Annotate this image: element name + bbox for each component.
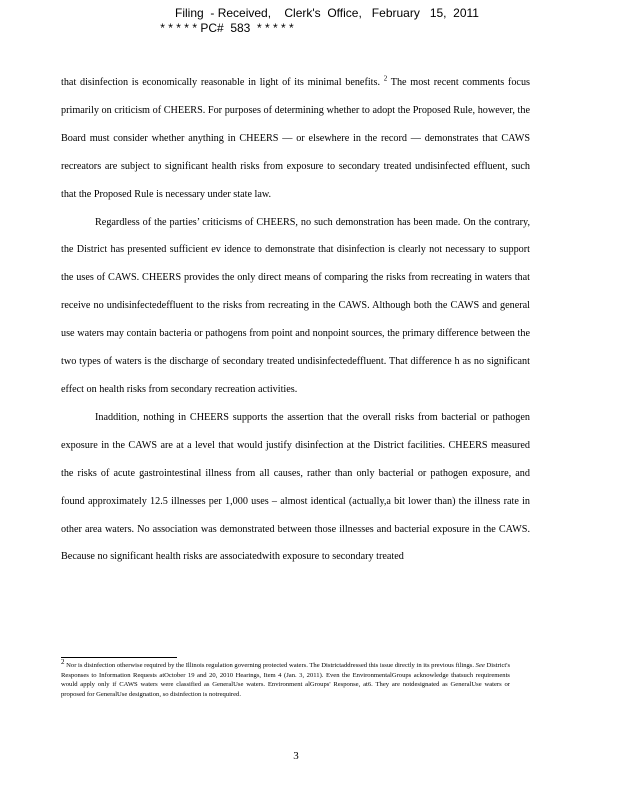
pc-number-header: * * * * * PC# 583 * * * * * bbox=[160, 21, 294, 35]
paragraph-1-rest: The most recent comments focus primarily on criticism of CHEERS. For purposes of determining whether to adopt the Proposed Rule, however, the Board must consider whether anything in CHEERS — or elsewhere in the record — demonstrates that CAWS recreators are subject to significant health risks from exposure to secondary treated undisinfected effluent, such that the Proposed Rule is necessary under state law. bbox=[61, 77, 531, 200]
paragraph-1-start: that disinfection is economically reasonable in light of its minimal benefits. bbox=[61, 77, 381, 88]
footnote-text-start: Nor is disinfection otherwise required by the Illinois regulation governing protected waters. The Districtaddressed this issue directly in its previous filings. bbox=[64, 662, 476, 669]
footnote-separator bbox=[61, 657, 177, 658]
footnote-reference: 2 bbox=[383, 74, 388, 83]
paragraph-2: Regardless of the parties’ criticisms of CHEERS, no such demonstration has been made. On the contrary, the District has presented sufficient ev idence to demonstrate that disinfection is clearly not necessary to support the uses of CAWS. CHEERS provides the only direct means of comparing the risks from recreating in waters that receive no undisinfectedeffluent to the risks from recreating in the CAWS. Although both the CAWS and general use waters may contain bacteria or pathogens from point and nonpoint sources, the primary difference between the two types of waters is the discharge of secondary treated undisinfectedeffluent. That difference h as no significant effect on health risks from secondary recreation activities. bbox=[61, 216, 530, 395]
footnote-citation-signal: See bbox=[475, 662, 485, 669]
body-text bbox=[61, 69, 530, 571]
page-number: 3 bbox=[293, 750, 299, 762]
paragraph-3: Inaddition, nothing in CHEERS supports the assertion that the overall risks from bacterial or pathogen exposure in the CAWS are at a level that would justify disinfection at the District facilities. CHEERS measured the risks of acute gastrointestinal illness from all causes, rather than only bacterial or pathogen exposure, and found approximately 12.5 illnesses per 1,000 uses – almost identical (actually,a bit lower than) the illness rate in other area waters. No association was demonstrated between those illnesses and bacterial exposure in the CAWS. Because no significant health risks are associatedwith exposure to secondary treated bbox=[61, 411, 530, 563]
footnote bbox=[61, 657, 511, 699]
footnote-marker: 2 bbox=[61, 657, 65, 666]
paragraph-1 bbox=[61, 69, 530, 209]
filing-header: Filing - Received, Clerk's Office, February 15, 2011 bbox=[175, 6, 479, 20]
footnote-text-rest: District's Responses to Information Requests atOctober 19 and 20, 2010 Hearings, Item 4 (Jan. 3, 2011). Even the EnvironmentalGroups acknowledge thatsuch requirements would apply only if CAWS waters were classified as GeneralUse waters. Environment alGroups' Response, at6. They are notdesignated as GeneralUse waters or proposed for GeneralUse designation, so disinfection is notrequired. bbox=[61, 662, 511, 698]
